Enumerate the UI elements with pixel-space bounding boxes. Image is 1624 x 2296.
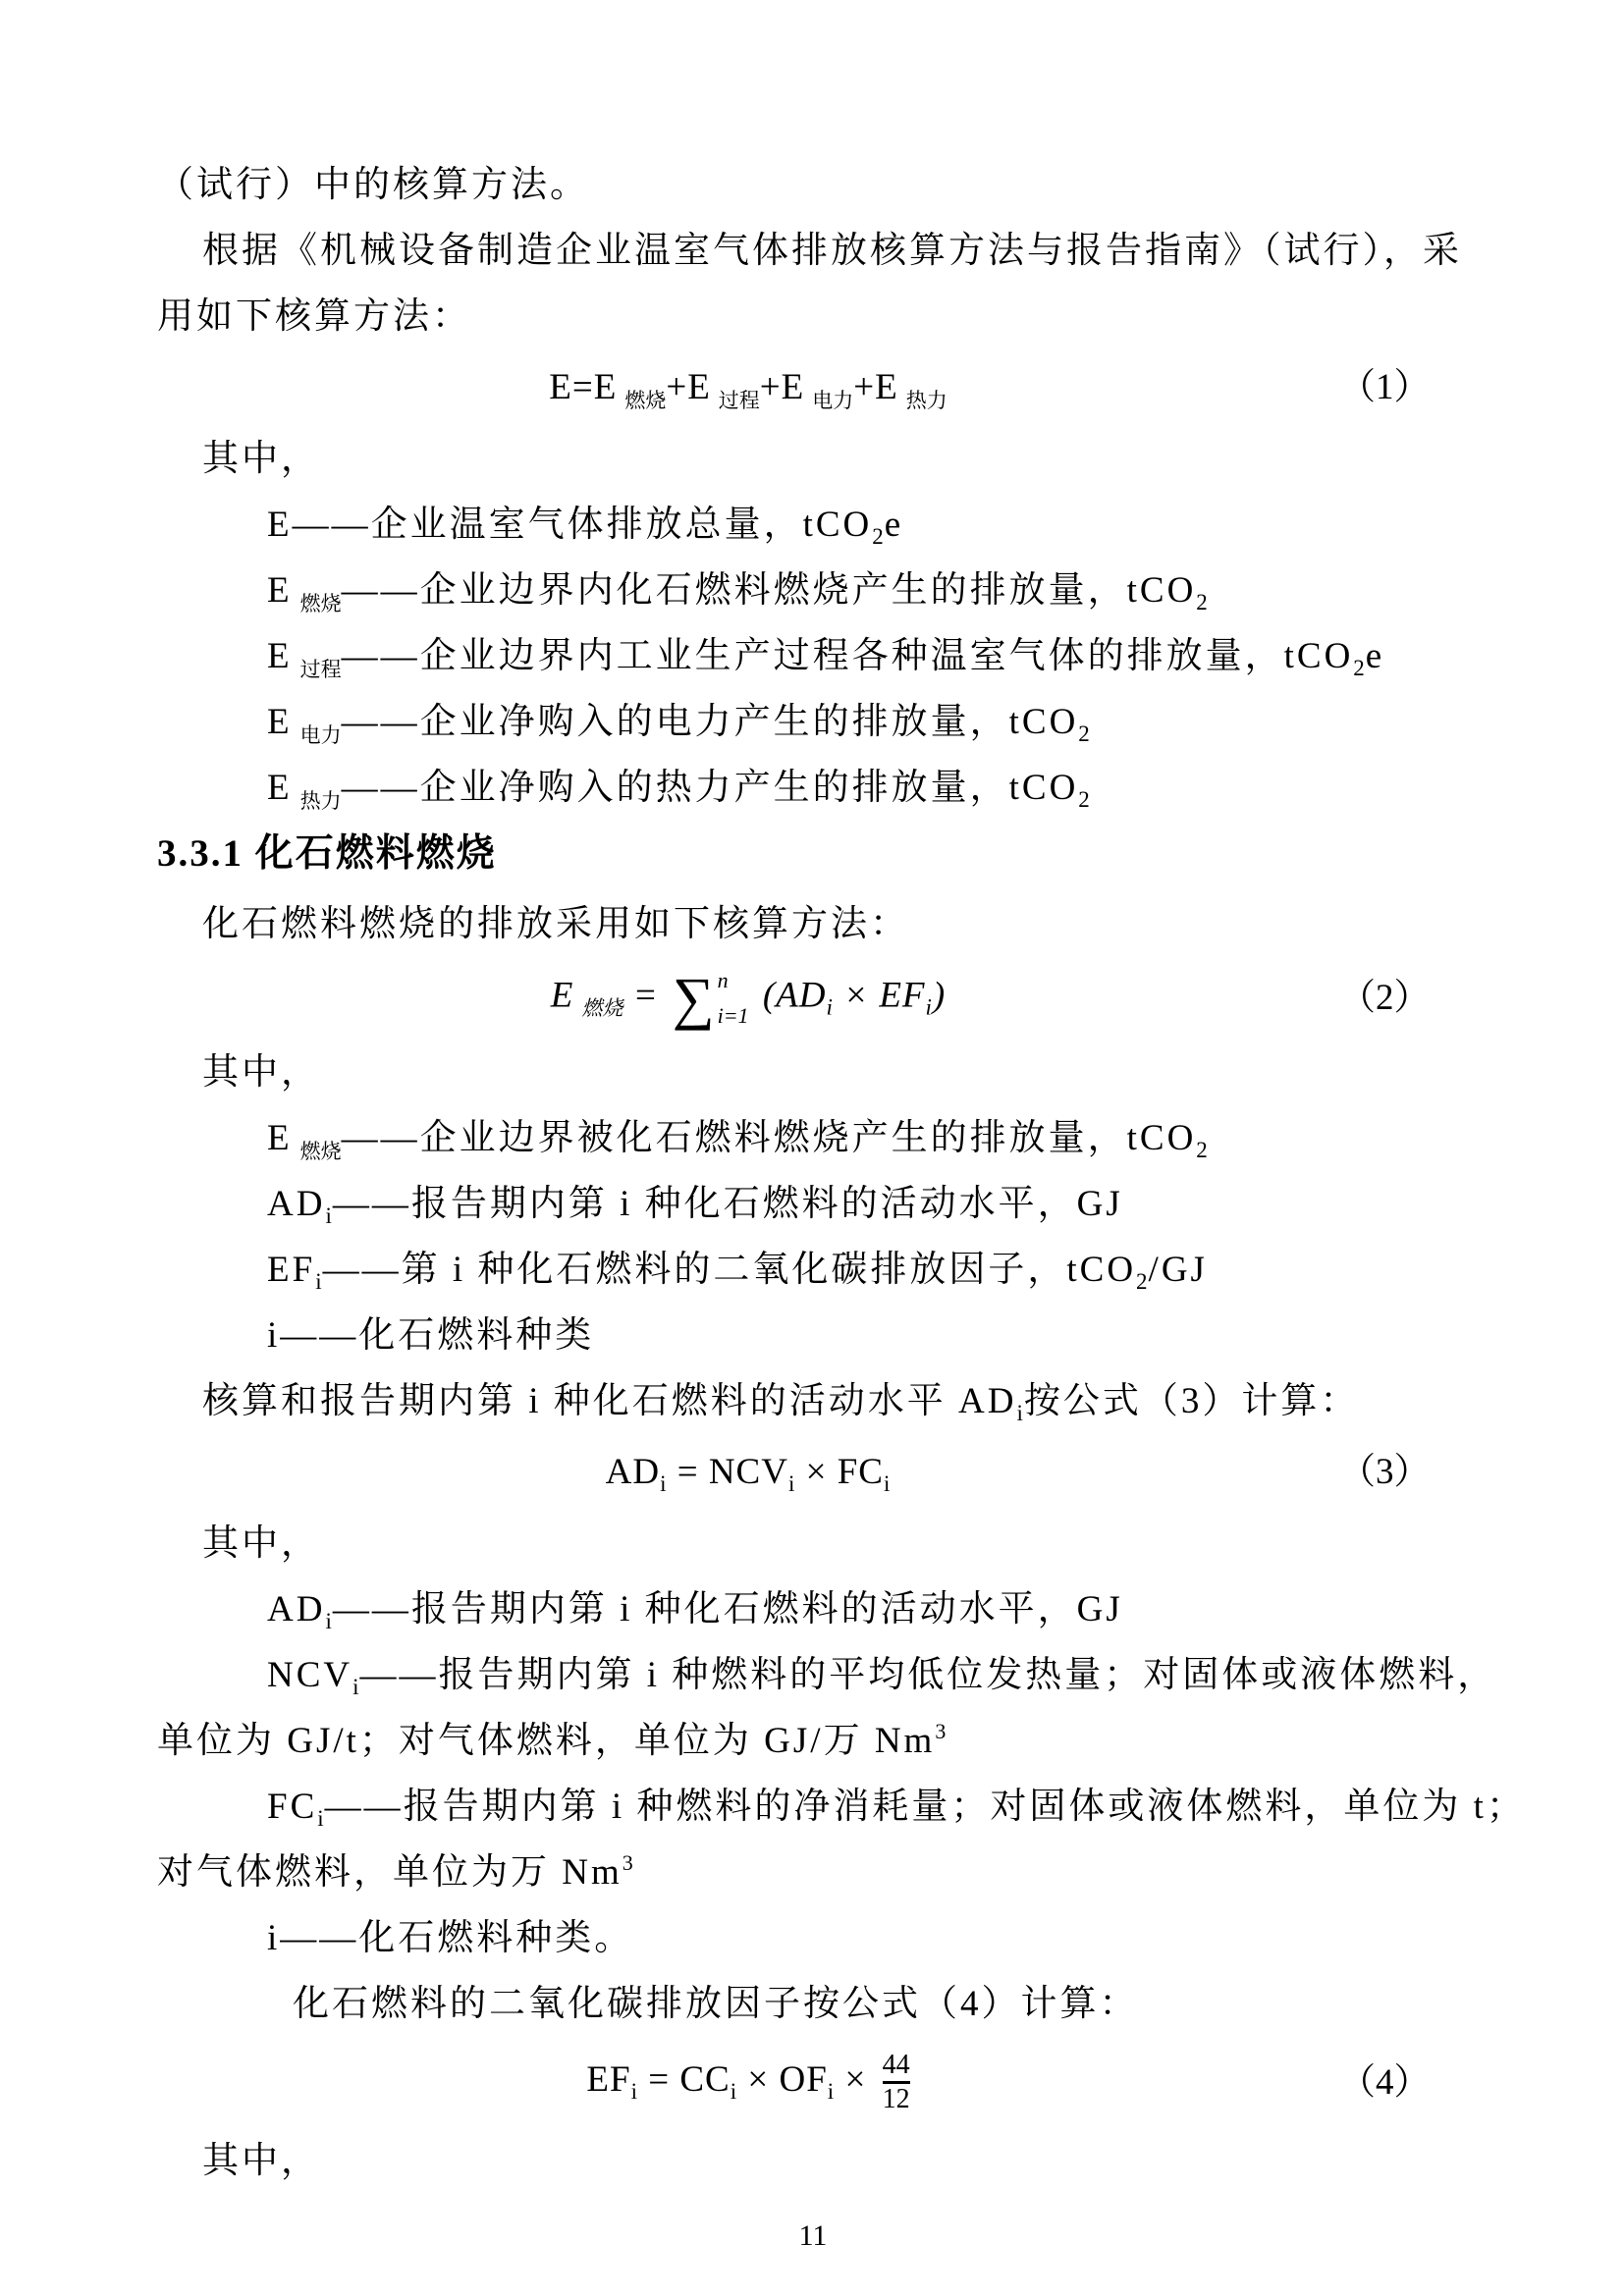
text-run: 按公式（3）计算： <box>1023 1381 1360 1421</box>
text-line <box>157 1184 1469 1228</box>
cjk-subscript: 燃烧 <box>299 592 342 615</box>
summation-limits <box>718 970 749 1027</box>
text-run: 化石燃料燃烧的排放采用如下核算方法： <box>202 904 909 944</box>
text-run: 其中， <box>202 2141 320 2181</box>
text-run: 核算和报告期内第 i 种化石燃料的活动水平 AD <box>202 1381 1017 1421</box>
subscript: i <box>317 1806 325 1831</box>
text-run: FC <box>267 1787 318 1827</box>
text-run: i——化石燃料种类 <box>267 1315 595 1356</box>
text-run: = CC <box>638 2058 731 2100</box>
text-line <box>157 1118 1469 1163</box>
subscript: i <box>787 1471 796 1496</box>
text-run: NCV <box>267 1655 353 1695</box>
cjk-subscript: 电力 <box>299 723 342 747</box>
text-run: E <box>267 768 293 808</box>
text-run: AD <box>267 1589 326 1629</box>
text-line <box>157 1984 1469 2025</box>
text-run: 其中， <box>202 1523 320 1564</box>
text-run: ——企业边界内化石燃料燃烧产生的排放量，tCO <box>341 570 1197 611</box>
text-run: ——企业边界内工业生产过程各种温室气体的排放量，tCO <box>341 636 1354 676</box>
text-run: +E <box>666 367 711 407</box>
text-run: ——企业边界被化石燃料燃烧产生的排放量，tCO <box>341 1118 1197 1158</box>
text-run: AD <box>605 1452 661 1492</box>
subscript: 2 <box>1136 1269 1149 1294</box>
cjk-subscript: 热力 <box>905 389 947 412</box>
subscript: i <box>883 1471 892 1496</box>
text-run: E <box>267 636 293 676</box>
text-run: ——企业净购入的热力产生的排放量，tCO <box>341 768 1079 808</box>
text-run: 3.3.1 化石燃料燃烧 <box>157 832 497 875</box>
text-run: E <box>267 1118 293 1158</box>
subscript: i <box>630 2078 638 2104</box>
text-run: = <box>623 975 669 1016</box>
text-line <box>157 702 1469 747</box>
summation-upper-limit: n <box>717 968 729 992</box>
text-line <box>157 296 1469 338</box>
fraction-numerator: 44 <box>882 2050 910 2080</box>
text-run: × OF <box>737 2058 828 2100</box>
formula-body <box>157 2050 1339 2115</box>
subscript: i <box>827 2078 836 2104</box>
text-line <box>157 570 1469 615</box>
formula-number: （2） <box>1339 978 1431 1018</box>
text-run: 单位为 GJ/t；对气体燃料，单位为 GJ/万 Nm <box>157 1721 936 1761</box>
text-run: e <box>1365 636 1385 676</box>
subscript: 2 <box>872 524 885 549</box>
text-line <box>157 439 1469 480</box>
cjk-subscript: 燃烧 <box>581 996 623 1021</box>
fraction-denominator: 12 <box>883 2081 910 2115</box>
text-run: ) <box>932 975 947 1016</box>
text-run: × FC <box>795 1452 884 1492</box>
fraction <box>883 2050 910 2115</box>
text-run: 其中， <box>202 439 320 479</box>
subscript: 2 <box>1196 590 1209 614</box>
text-run: +E <box>853 367 898 407</box>
text-run: EF <box>267 1250 316 1290</box>
text-run: × <box>835 2058 877 2100</box>
subscript: i <box>325 1203 333 1228</box>
page-number <box>157 2216 1469 2257</box>
subscript: i <box>730 2078 738 2104</box>
subscript: i <box>1016 1401 1024 1425</box>
cjk-subscript: 热力 <box>299 789 342 813</box>
subscript: i <box>315 1269 323 1294</box>
cjk-subscript: 电力 <box>812 389 854 412</box>
text-line <box>157 165 1469 206</box>
text-run: 对气体燃料，单位为万 Nm <box>157 1852 623 1893</box>
subscript: 2 <box>1078 787 1091 812</box>
text-line <box>157 2141 1469 2182</box>
text-line <box>157 1721 1469 1762</box>
text-run: = NCV <box>667 1452 788 1492</box>
subscript: 2 <box>1353 656 1366 680</box>
text-line <box>157 1381 1469 1425</box>
text-line <box>157 505 1469 549</box>
text-run: E <box>267 570 293 611</box>
text-run: （试行）中的核算方法。 <box>157 165 589 205</box>
text-line <box>157 1052 1469 1094</box>
text-run: ——报告期内第 i 种化石燃料的活动水平，GJ <box>332 1184 1123 1224</box>
formula-line <box>157 362 1469 413</box>
text-line <box>157 636 1469 681</box>
text-run: EF <box>586 2058 631 2100</box>
summation-symbol <box>672 966 749 1031</box>
cjk-subscript: 过程 <box>299 658 342 681</box>
cjk-subscript: 过程 <box>718 389 760 412</box>
subscript: i <box>352 1675 360 1699</box>
text-line <box>157 1918 1469 1959</box>
text-run: E——企业温室气体排放总量，tCO <box>267 505 873 545</box>
subscript: 2 <box>1078 721 1091 746</box>
subscript: 2 <box>1196 1138 1209 1162</box>
text-line <box>157 1852 1469 1894</box>
formula-line <box>157 2050 1469 2115</box>
text-run: 化石燃料的二氧化碳排放因子按公式（4）计算： <box>293 1984 1139 2024</box>
formula-number: （4） <box>1339 2061 1431 2103</box>
subscript: i <box>660 1471 668 1496</box>
formula-number: （1） <box>1339 367 1431 407</box>
text-run: /GJ <box>1148 1250 1208 1290</box>
text-line <box>157 904 1469 945</box>
text-run: +E <box>759 367 805 407</box>
text-line <box>157 231 1469 272</box>
formula-body <box>157 367 1339 412</box>
cjk-subscript: 燃烧 <box>624 389 667 412</box>
formula-body <box>157 1452 1339 1496</box>
text-run: (AD <box>752 975 827 1016</box>
subscript: i <box>826 994 834 1020</box>
text-run: AD <box>267 1184 326 1224</box>
text-run: e <box>884 505 904 545</box>
text-run: E <box>267 702 293 742</box>
text-run: 11 <box>798 2219 828 2252</box>
text-line <box>157 768 1469 813</box>
sigma-icon: ∑ <box>672 966 716 1031</box>
text-line <box>157 1655 1497 1699</box>
text-line <box>157 1589 1469 1633</box>
text-run: E=E <box>549 367 618 407</box>
text-run: ——第 i 种化石燃料的二氧化碳排放因子，tCO <box>322 1250 1137 1290</box>
text-run: 用如下核算方法： <box>157 296 471 337</box>
cjk-subscript: 燃烧 <box>299 1140 342 1163</box>
text-run: ——报告期内第 i 种化石燃料的活动水平，GJ <box>332 1589 1123 1629</box>
text-line <box>157 1250 1469 1294</box>
text-line <box>157 1523 1469 1565</box>
subscript: i <box>925 994 933 1020</box>
section-heading <box>157 833 1469 875</box>
text-line <box>157 1787 1526 1831</box>
superscript: 3 <box>935 1719 947 1743</box>
summation-lower-limit: i=1 <box>717 1003 749 1028</box>
text-run: ——报告期内第 i 种燃料的净消耗量；对固体或液体燃料，单位为 t； <box>324 1787 1526 1827</box>
formula-line <box>157 1447 1469 1498</box>
text-run: ——企业净购入的电力产生的排放量，tCO <box>341 702 1079 742</box>
subscript: i <box>325 1609 333 1633</box>
text-run: × EF <box>833 975 926 1016</box>
text-run: E <box>550 975 574 1016</box>
formula-line <box>157 966 1469 1031</box>
formula-body <box>157 966 1339 1031</box>
text-line <box>157 1315 1469 1357</box>
formula-number: （3） <box>1339 1452 1431 1492</box>
text-run: 根据《机械设备制造企业温室气体排放核算方法与报告指南》（试行），采 <box>202 231 1462 271</box>
text-run: i——化石燃料种类。 <box>267 1918 634 1958</box>
superscript: 3 <box>622 1850 633 1875</box>
document-content <box>157 165 1526 2257</box>
text-run: 其中， <box>202 1052 320 1093</box>
text-run: ——报告期内第 i 种燃料的平均低位发热量；对固体或液体燃料， <box>359 1655 1497 1695</box>
